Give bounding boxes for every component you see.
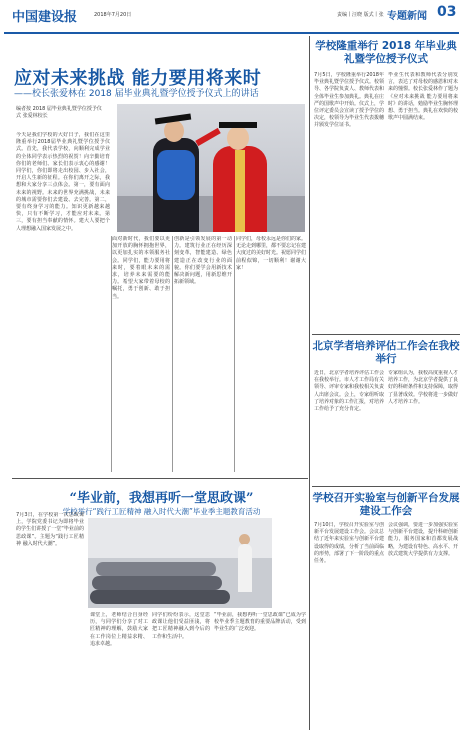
main-body-column-1: 今天是我们学校的大好日子，我们在这里隆重举行2018届毕业典礼暨学位授予仪式。首先，我代表学校，向顺利完成学业的全体同学表示热烈的祝贺！向辛勤培育你们的老师们、家长们表示衷心的感谢！同学们，你们即将走出校园、步入社会，开启人生新的征程。在你们离开之际，我想和大家分享三点体会。第一，要有面向未来的视野。未来的世界充满挑战，未来的城市需要你们去建设、去完善。第二，要有终身学习的能力。知识更新越来越快，只有不断学习，才能应对未来。第三，要有担当奉献的情怀。建大人要把个人理想融入国家发展之中。 (16, 132, 110, 232)
column-divider (172, 236, 173, 472)
story-separator (312, 334, 460, 335)
bottom-subheadline: 学校举行“践行工匠精神 融入时代大潮”毕业季主题教育活动 (62, 507, 261, 516)
main-byline: 编者按 2018 届毕业典礼暨学位授予仪式 张爱林校长 (16, 106, 102, 119)
side-story-2-headline: 北京学者培养评估工作会在我校举行 (312, 340, 460, 365)
story-separator (312, 486, 460, 487)
masthead-rule (4, 32, 459, 34)
page-number: 03 (437, 4, 457, 20)
side-story-2-column-b: 专家组认为，我校高度重视人才培养工作，为北京学者提供了良好的科研条件和支持保障，取得了显著成效。学校将进一步做好人才培养工作。 (388, 370, 458, 405)
bottom-body-column-d: “毕业前，我想再听一堂思政课”已成为学校毕业季主题教育的重要品牌活动，受到毕业生的广泛欢迎。 (214, 612, 306, 633)
bottom-body-column-c: 同学们纷纷表示，这堂思政课让他们受益匪浅，将把工匠精神融入到今后的工作和生活中。 (152, 612, 210, 640)
side-story-1-column-a: 7月5日，学校隆重举行2018年毕业典礼暨学位授予仪式。校领导、各学院负责人、教师代表和全体毕业生参加典礼。典礼在庄严的国歌声中开始。仪式上，学位评定委员会宣读了授予学位的决定，校领导为毕业生代表拨穗并颁发学位证书。 (314, 72, 384, 129)
main-body-column-3: 创新是引领发展的第一动力。建筑行业正在经历深刻变革，智能建造、绿色建造正在改变行业的面貌。你们要学会用新技术解决新问题，用新思维开拓新领域。 (174, 236, 232, 286)
lecture-hall-photo (88, 518, 272, 608)
bottom-body-column-b: 课堂上，老师结合自身经历，与同学们分享了对工匠精神的理解，鼓励大家在工作岗位上精益求精、追求卓越。 (90, 612, 148, 647)
column-divider (234, 236, 235, 472)
main-subheadline: ——校长张爱林在 2018 届毕业典礼暨学位授予仪式上的讲话 (14, 89, 259, 99)
side-story-3-headline: 学校召开实验室与创新平台发展建设工作会 (312, 492, 460, 517)
bottom-headline: “毕业前，我想再听一堂思政课” (69, 491, 254, 506)
story-separator (12, 478, 308, 479)
main-headline: 应对未来挑战 能力要用将来时 (14, 68, 262, 89)
side-story-3-column-b: 会议强调，要进一步加强实验室与创新平台建设，提升科研创新能力，服务国家和首都发展战略，为建设有特色、高水平、开放式建筑大学提供有力支撑。 (388, 522, 458, 557)
newspaper-logo: 中国建设报 (12, 10, 78, 25)
side-story-1-column-b: 毕业生代表和教师代表分别发言，表达了对母校的感恩和对未来的憧憬。校长张爱林作了题为《应对未来挑战 能力要用将来时》的讲话，勉励毕业生胸怀理想、勇于担当。典礼在欢快的校歌声中圆满结束。 (388, 72, 458, 122)
bottom-body-column-a: 7月3日，在学校第一次思政课上，学院党委书记为即将毕业的学生们讲授了一堂“毕业前的思政课”。主题为“践行工匠精神 融入时代大潮”。 (16, 512, 84, 547)
section-name: 专题新闻 (387, 11, 427, 22)
main-body-column-2: 面对新时代，我们要以更加开放的胸怀拥抱世界，以更加扎实的本领服务社会。同学们，能力要用将来时，要着眼未来的需求，培养未来需要的能力。希望大家带着母校的嘱托，勇于创新、敢于担当。 (112, 236, 170, 300)
side-story-3-column-a: 7月10日，学校召开实验室与创新平台发展建设工作会。会议总结了近年来实验室与创新平台建设取得的成绩，分析了当前面临的形势，部署了下一阶段的重点任务。 (314, 522, 384, 565)
editor-info: 责编丨汪晓 版式丨张 (337, 12, 384, 18)
graduation-ceremony-photo (117, 104, 305, 232)
side-story-2-column-a: 近日，北京学者培养评估工作会在我校举行。市人才工作局有关领导、评审专家和我校相关负责人出席会议。会上，专家组听取了培养对象的工作汇报，对培养工作给予了充分肯定。 (314, 370, 384, 413)
right-column-divider (309, 36, 310, 730)
side-story-1-headline: 学校隆重举行 2018 年毕业典礼暨学位授予仪式 (315, 40, 457, 65)
main-body-column-4: 同学们，母校永远是你们的家。无论走到哪里，都不要忘记在建大度过的美好时光。祝愿同学们前程似锦，一切顺利！谢谢大家！ (236, 236, 306, 271)
issue-date: 2018年7月20日 (94, 12, 132, 18)
masthead (4, 2, 459, 30)
